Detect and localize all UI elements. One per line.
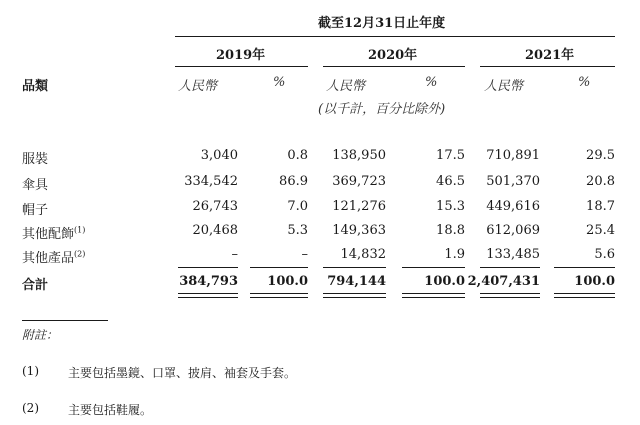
currency-label-2020: 人民幣 xyxy=(326,79,366,94)
cell-2019-pct: 0.8 xyxy=(287,148,308,163)
sum-rule-2020-value xyxy=(323,267,386,268)
note-2-marker: (2) xyxy=(22,401,39,415)
row-label xyxy=(22,223,85,242)
notes-rule xyxy=(22,320,108,321)
total-underline-2021-value xyxy=(480,293,540,298)
total-2020-pct: 100.0 xyxy=(424,274,465,289)
row-label xyxy=(22,199,48,218)
cell-2019-pct: 86.9 xyxy=(279,174,308,189)
row-label xyxy=(22,148,48,167)
total-2021-value: 2,407,431 xyxy=(467,274,540,289)
year-2019-header: 2019年 xyxy=(216,48,266,63)
year-2021-header: 2021年 xyxy=(525,48,575,63)
note-1-text: 主要包括墨鏡、口罩、披肩、袖套及手套。 xyxy=(68,366,297,380)
year-2021-rule xyxy=(480,66,615,67)
row-footnote-marker: (2) xyxy=(74,249,86,259)
cell-2019-value: 20,468 xyxy=(192,223,238,238)
cell-2019-value: 334,542 xyxy=(184,174,238,189)
percent-label-2020: % xyxy=(425,75,438,90)
cell-2019-pct: 7.0 xyxy=(287,199,308,214)
cell-2020-value: 14,832 xyxy=(340,247,386,262)
sum-rule-2020-pct xyxy=(402,267,465,268)
cell-2021-value: 501,370 xyxy=(486,174,540,189)
row-footnote-marker: (1) xyxy=(74,225,86,235)
cell-2021-value: 612,069 xyxy=(486,223,540,238)
period-header-rule xyxy=(175,36,615,37)
currency-label-2019: 人民幣 xyxy=(178,79,218,94)
row-label-text: 帽子 xyxy=(22,203,49,218)
sum-rule-2019-value xyxy=(178,267,238,268)
row-label-text: 傘具 xyxy=(22,178,49,193)
percent-label-2021: % xyxy=(578,75,591,90)
cell-2019-value: 3,040 xyxy=(200,148,238,163)
cell-2020-pct: 1.9 xyxy=(444,247,465,262)
total-underline-2020-value xyxy=(323,293,386,298)
row-label-text: 其他配飾 xyxy=(22,227,75,242)
row-label-text: 其他產品 xyxy=(22,251,75,266)
cell-2021-pct: 29.5 xyxy=(586,148,615,163)
cell-2020-pct: 46.5 xyxy=(436,174,465,189)
cell-2019-value: – xyxy=(231,247,238,262)
cell-2021-value: 133,485 xyxy=(486,247,540,262)
cell-2020-value: 149,363 xyxy=(332,223,386,238)
cell-2020-value: 121,276 xyxy=(332,199,386,214)
period-header: 截至12月31日止年度 xyxy=(318,16,446,31)
year-2020-rule xyxy=(323,66,465,67)
cell-2019-pct: – xyxy=(301,247,308,262)
cell-2020-value: 369,723 xyxy=(332,174,386,189)
cell-2019-value: 26,743 xyxy=(192,199,238,214)
percent-label-2019: % xyxy=(273,75,286,90)
sum-rule-2021-pct xyxy=(554,267,615,268)
cell-2019-pct: 5.3 xyxy=(287,223,308,238)
cell-2021-pct: 25.4 xyxy=(586,223,615,238)
notes-title: 附註： xyxy=(22,328,59,342)
cell-2021-value: 449,616 xyxy=(486,199,540,214)
cell-2021-pct: 5.6 xyxy=(594,247,615,262)
cell-2021-pct: 18.7 xyxy=(586,199,615,214)
total-2021-pct: 100.0 xyxy=(574,274,615,289)
year-2019-rule xyxy=(175,66,308,67)
category-header: 品類 xyxy=(22,79,49,94)
total-2020-value: 794,144 xyxy=(327,274,386,289)
cell-2020-pct: 15.3 xyxy=(436,199,465,214)
total-2019-pct: 100.0 xyxy=(267,274,308,289)
row-label xyxy=(22,247,85,266)
note-1-marker: (1) xyxy=(22,364,39,378)
cell-2020-value: 138,950 xyxy=(332,148,386,163)
total-2019-value: 384,793 xyxy=(179,274,238,289)
cell-2020-pct: 18.8 xyxy=(436,223,465,238)
total-underline-2019-value xyxy=(178,293,238,298)
total-label: 合計 xyxy=(22,278,49,293)
cell-2021-value: 710,891 xyxy=(486,148,540,163)
total-underline-2020-pct xyxy=(402,293,465,298)
sum-rule-2021-value xyxy=(480,267,540,268)
total-underline-2021-pct xyxy=(554,293,615,298)
sum-rule-2019-pct xyxy=(250,267,308,268)
total-underline-2019-pct xyxy=(250,293,308,298)
year-2020-header: 2020年 xyxy=(368,48,418,63)
unit-note: (以千計，百分比除外) xyxy=(318,102,446,117)
cell-2020-pct: 17.5 xyxy=(436,148,465,163)
row-label xyxy=(22,174,48,193)
row-label-text: 服裝 xyxy=(22,152,49,167)
cell-2021-pct: 20.8 xyxy=(586,174,615,189)
note-2-text: 主要包括鞋履。 xyxy=(68,403,153,417)
currency-label-2021: 人民幣 xyxy=(484,79,524,94)
